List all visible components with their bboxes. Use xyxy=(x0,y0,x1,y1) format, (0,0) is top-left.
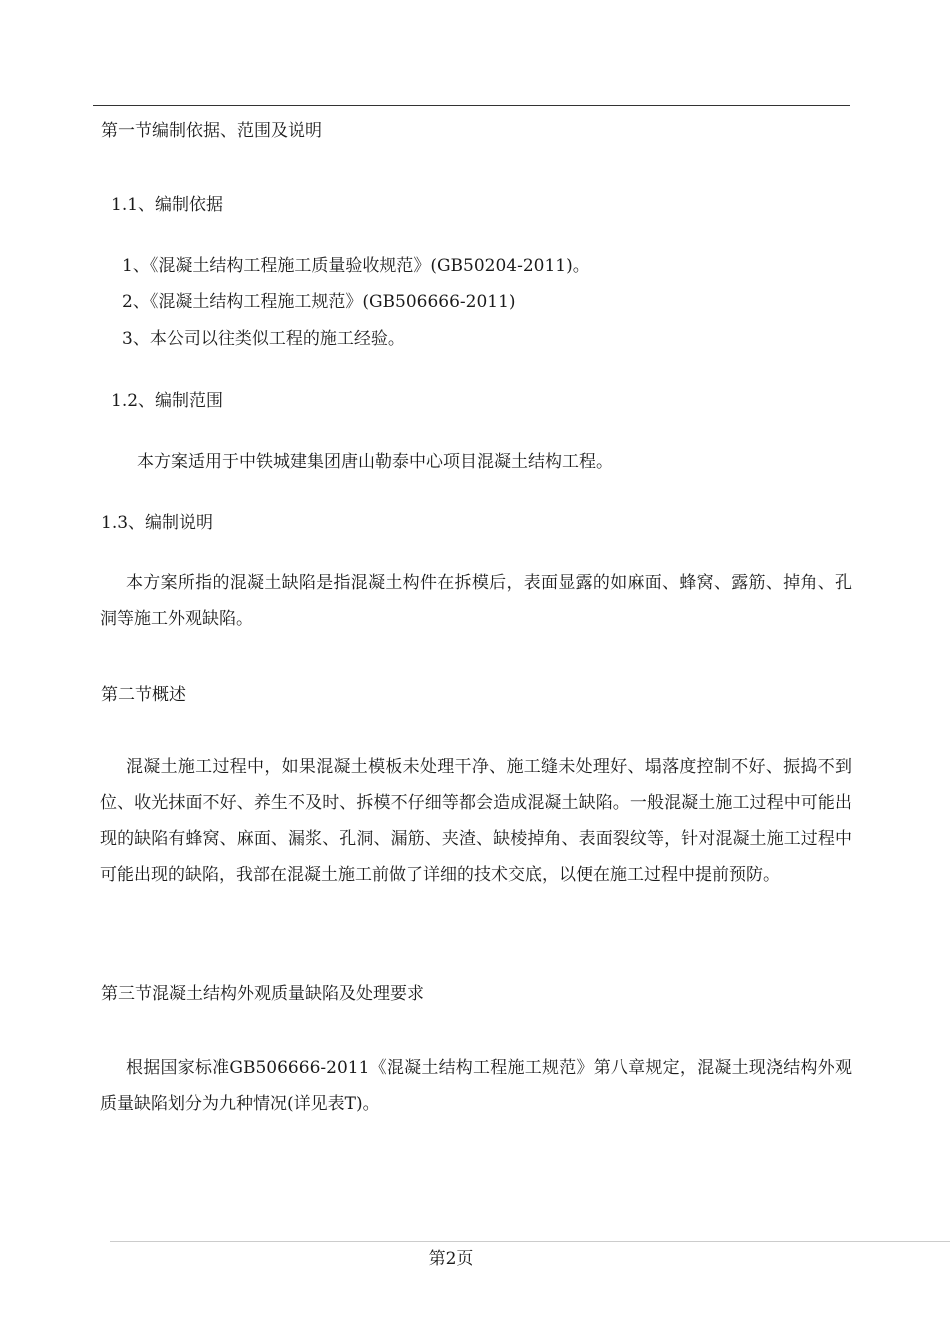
section-1-heading: 第一节编制依据、范围及说明 xyxy=(101,121,322,141)
description-paragraph: 本方案所指的混凝土缺陷是指混凝土构件在拆模后，表面显露的如麻面、蜂窝、露筋、掉角、孔洞等施工外观缺陷。 xyxy=(100,573,852,629)
section-2-heading: 第二节概述 xyxy=(101,685,186,705)
section-3-heading: 第三节混凝土结构外观质量缺陷及处理要求 xyxy=(101,984,424,1004)
scope-paragraph: 本方案适用于中铁城建集团唐山勒泰中心项目混凝土结构工程。 xyxy=(137,452,613,472)
page-number: 第2页 xyxy=(428,1249,474,1269)
header-rule xyxy=(93,105,850,106)
footer-rule xyxy=(110,1241,950,1242)
subsection-1-2-heading: 1.2、编制范围 xyxy=(111,391,224,411)
standard-paragraph: 根据国家标准GB506666-2011《混凝土结构工程施工规范》第八章规定，混凝土现浇结构外观质量缺陷划分为九种情况(详见表T)。 xyxy=(100,1058,852,1114)
basis-item-3: 3、本公司以往类似工程的施工经验。 xyxy=(122,329,405,349)
basis-item-1: 1、《混凝土结构工程施工质量验收规范》(GB50204-2011)。 xyxy=(122,256,590,276)
subsection-1-1-heading: 1.1、编制依据 xyxy=(111,195,224,215)
overview-paragraph: 混凝土施工过程中，如果混凝土模板未处理干净、施工缝未处理好、塌落度控制不好、振捣不到位、收光抹面不好、养生不及时、拆模不仔细等都会造成混凝土缺陷。一般混凝土施工过程中可能出现的缺陷有蜂窝、麻面、漏浆、孔洞、漏筋、夹渣、缺棱掉角、表面裂纹等，针对混凝土施工过程中可能出现的缺陷，我部在混凝土施工前做了详细的技术交底，以便在施工过程中提前预防。 xyxy=(100,757,852,885)
basis-item-2: 2、《混凝土结构工程施工规范》(GB506666-2011) xyxy=(122,292,516,312)
subsection-1-3-heading: 1.3、编制说明 xyxy=(101,513,214,533)
